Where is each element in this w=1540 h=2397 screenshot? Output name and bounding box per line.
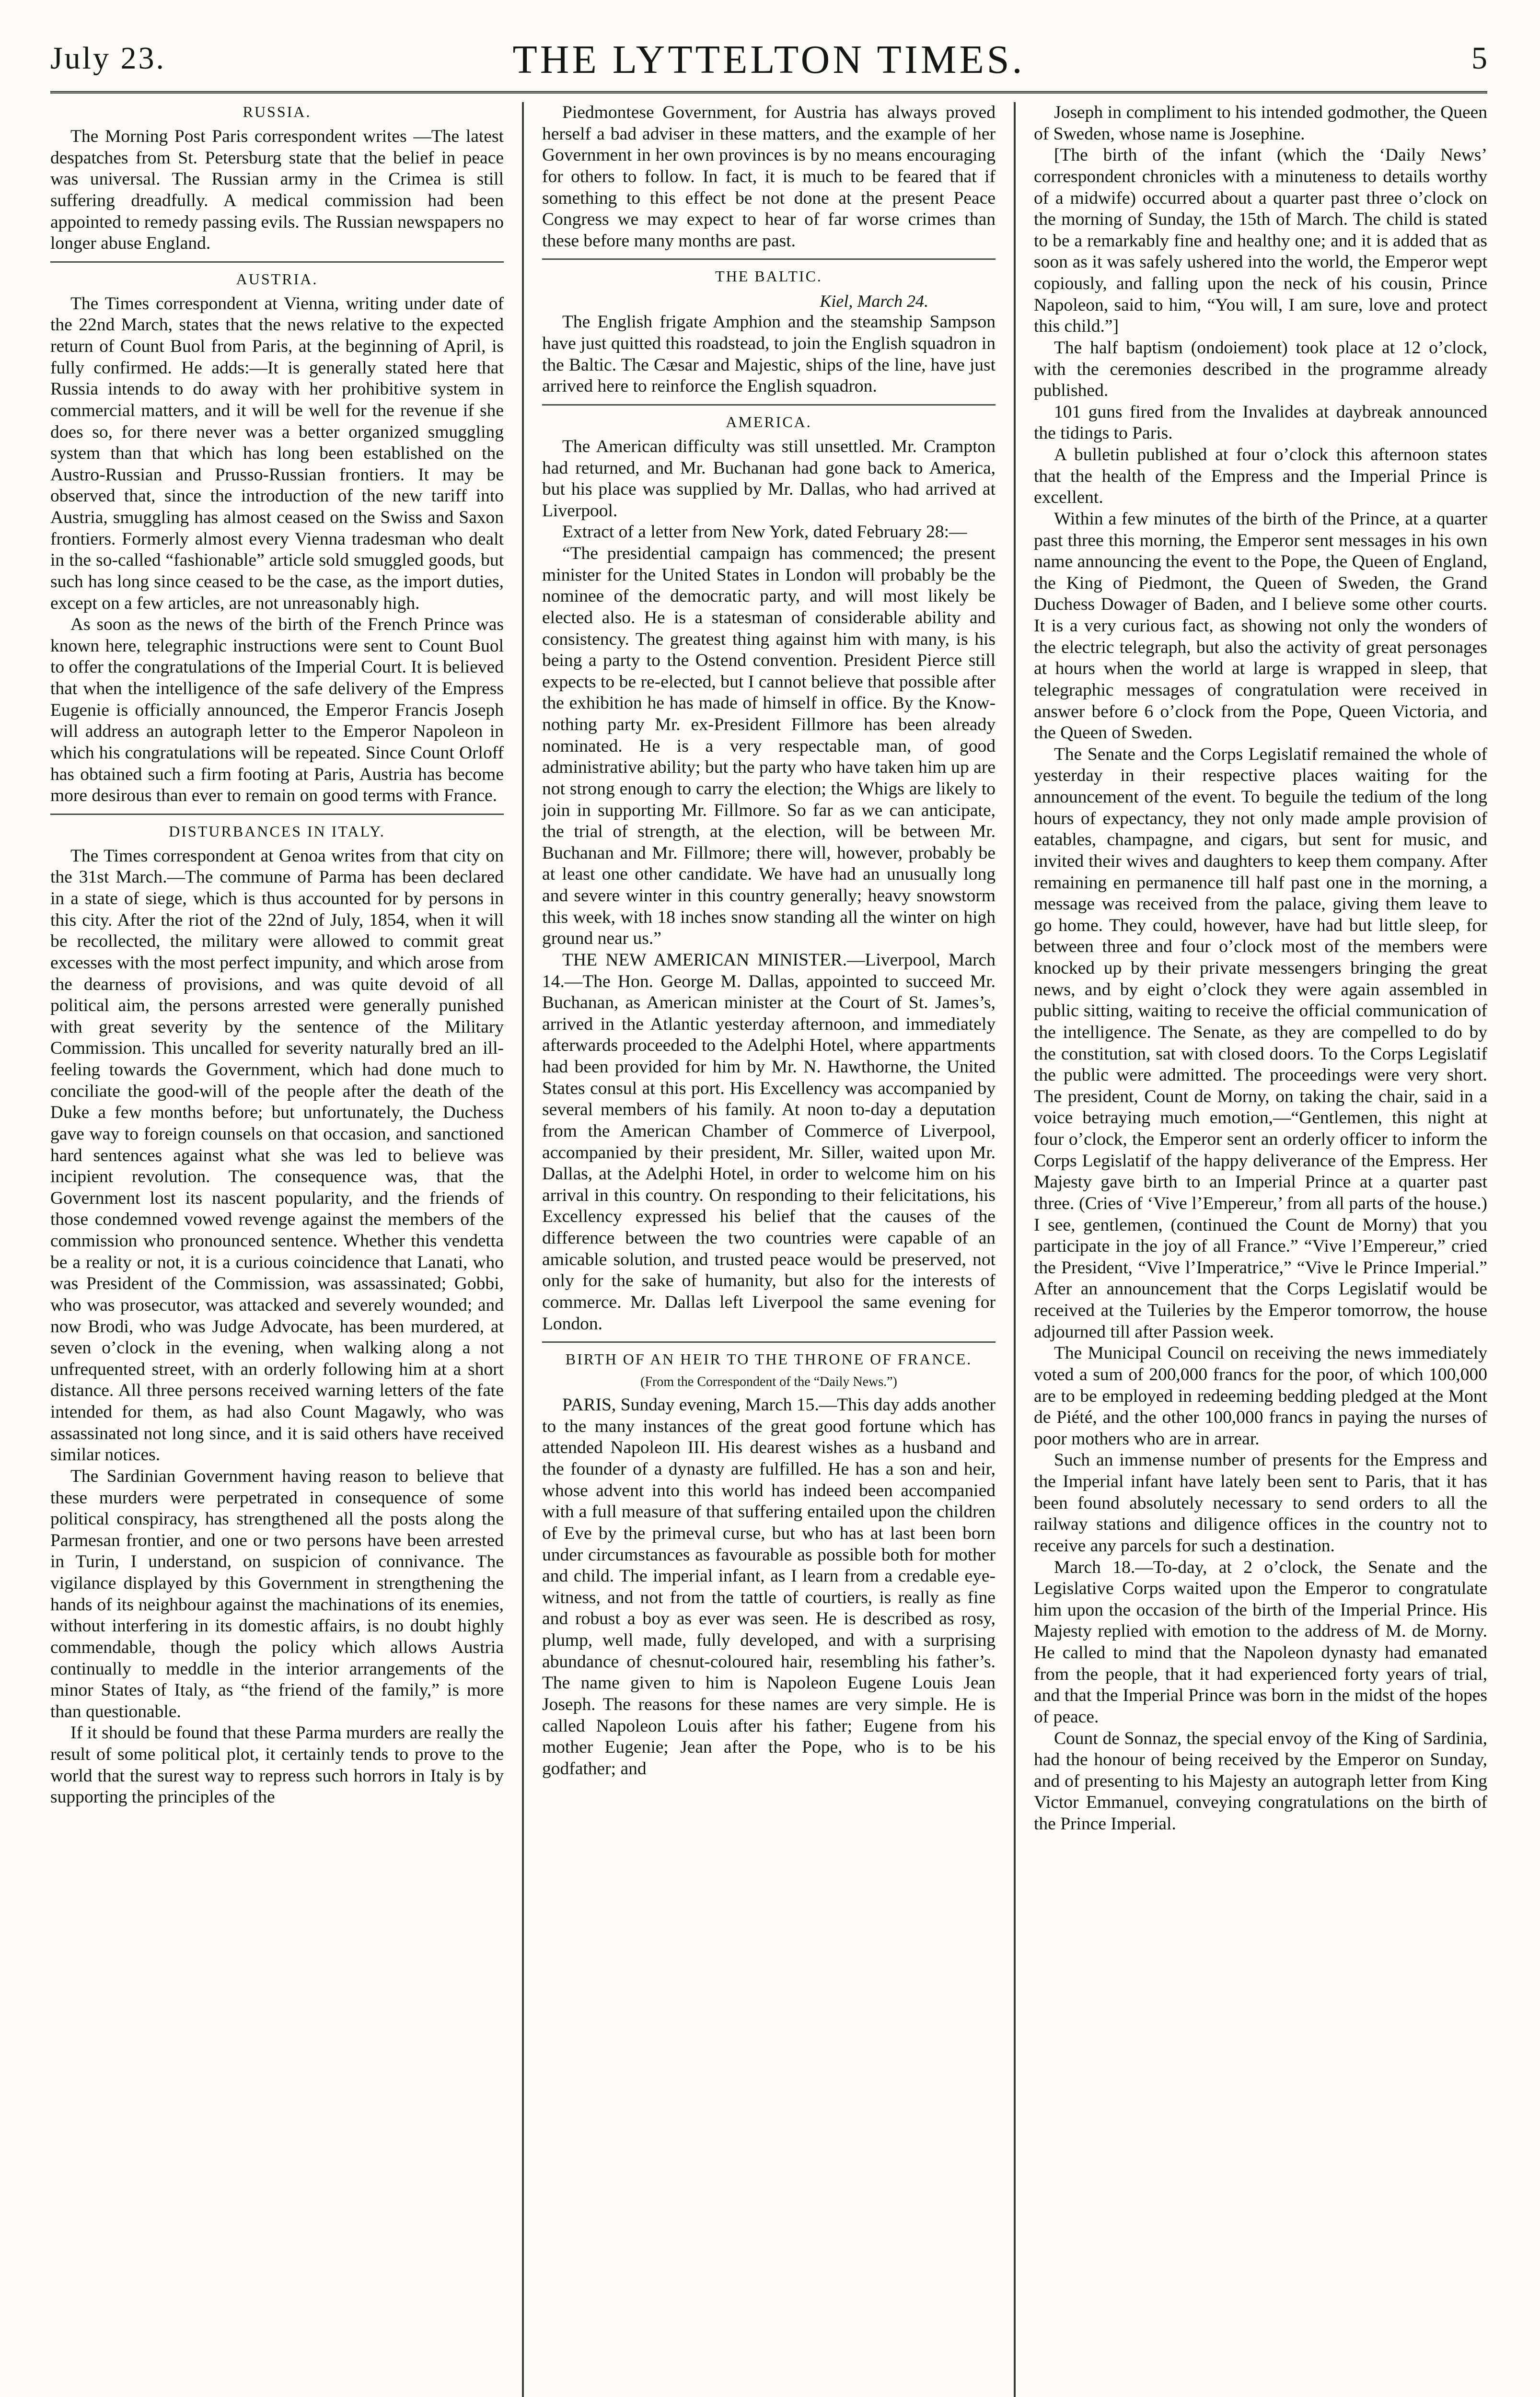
paragraph: Piedmontese Government, for Austria has always proved herself a bad adviser in these matters, and the example of her Government in her own provinces is by no means encouraging for others to follow. In fact, it is much to be feared that if something to this effect be not done at the present Peace Congress we may expect to hear of far worse crimes than these before many months are past. bbox=[542, 103, 996, 251]
paragraph: 101 guns fired from the Invalides at daybreak announced the tidings to Paris. bbox=[1034, 402, 1487, 443]
paragraph: As soon as the news of the birth of the French Prince was known here, telegraphic instructions were sent to Count Buol to offer the congratulations of the Imperial Court. It is believed that when the intelligence of the safe delivery of the Empress Eugenie is officially announced, the Emperor Francis Joseph will address an autograph letter to the Emperor Napoleon in which his congratulations will be repeated. Since Count Orloff has obtained such a firm footing at Paris, Austria has become more desirous than ever to remain on good terms with France. bbox=[50, 615, 504, 806]
paragraph: The Sardinian Government having reason to believe that these murders were perpetrated in consequence of some political conspiracy, has strengthened all the posts along the Parmesan frontier, and one or two persons have been arrested in Turin, I understand, on suspicion of connivance. The vigilance displayed by this Government in strengthening the hands of its neighbour against the machinations of its enemies, without interfering in its domestic affairs, is no doubt highly commendable, though the policy which allows Austria continually to meddle in the interior arrangements of the minor States of Italy, as “the friend of the family,” is more than questionable. bbox=[50, 1466, 504, 1722]
paragraph: THE NEW AMERICAN MINISTER.—Liverpool, March 14.—The Hon. George M. Dallas, appointed to succeed Mr. Buchanan, as American minister at the Court of St. James’s, arrived in the Atlantic yesterday afternoon, and immediately afterwards proceeded to the Adelphi Hotel, where appartments had been provided for him by Mr. N. Hawthorne, the United States consul at this port. His Excellency was accompanied by several members of his family. At noon to-day a deputation from the American Chamber of Commerce of Liverpool, accompanied by their president, Mr. Siller, waited upon Mr. Dallas, at the Adelphi Hotel, in order to welcome him on his arrival in this country. On responding to their felicitations, his Excellency expressed his belief that the causes of the difference between the two countries were capable of an amicable solution, and trusted peace would be preserved, not only for the sake of humanity, but also for the interests of commerce. Mr. Dallas left Liverpool the same evening for London. bbox=[542, 950, 996, 1334]
article-section bbox=[542, 404, 996, 1335]
column-1 bbox=[50, 102, 522, 2397]
paragraph: Such an immense number of presents for the Empress and the Imperial infant have lately been sent to Paris, that it has been found absolutely necessary to send orders to all the railway stations and diligence offices in the country not to receive any parcels for such a destination. bbox=[1034, 1450, 1487, 1556]
paragraph: [The birth of the infant (which the ‘Daily News’ correspondent chronicles with a minuteness to details worthy of a midwife) occurred about a quarter past three o’clock on the morning of Sunday, the 15th of March. The child is stated to be a remarkably fine and healthy one; and it is added that as soon as it was safely ushered into the world, the Emperor wept copiously, and falling upon the neck of his cousin, Prince Napoleon, said to him, “You will, I am sure, love and protect this child.”] bbox=[1034, 145, 1487, 337]
section-heading: BIRTH OF AN HEIR TO THE THRONE OF FRANCE. bbox=[565, 1350, 973, 1368]
section-heading: THE BALTIC. bbox=[715, 268, 822, 285]
article-section bbox=[50, 102, 504, 255]
paragraph: The English frigate Amphion and the steamship Sampson have just quitted this roadstead, to join the English squadron in the Baltic. The Cæsar and Majestic, ships of the line, have just arrived here to reinforce the English squadron. bbox=[542, 312, 996, 396]
dateline: Kiel, March 24. bbox=[820, 291, 928, 311]
paragraph: March 18.—To-day, at 2 o’clock, the Senate and the Legislative Corps waited upon the Emperor to congratulate him upon the occasion of the birth of the Imperial Prince. His Majesty replied with emotion to the address of M. de Morny. He called to mind that the Napoleon dynasty had emanated from the people, that it had experienced forty years of trial, and that the Imperial Prince was born in the midst of the hopes of peace. bbox=[1034, 1557, 1487, 1727]
paragraph: Count de Sonnaz, the special envoy of the King of Sardinia, had the honour of being received by the Emperor on Sunday, and of presenting to his Majesty an autograph letter from King Victor Emmanuel, conveying congratulations on the birth of the Prince Imperial. bbox=[1034, 1728, 1487, 1834]
section-heading: AUSTRIA. bbox=[236, 270, 318, 288]
paragraph: The Morning Post Paris correspondent writes —The latest despatches from St. Petersburg state that the belief in peace was universal. The Russian army in the Crimea is still suffering dreadfully. A medical commission had been appointed to remedy passing evils. The Russian newspapers no longer abuse England. bbox=[50, 127, 504, 254]
article-section bbox=[50, 261, 504, 807]
section-heading: DISTURBANCES IN ITALY. bbox=[169, 822, 385, 840]
section-subheading: (From the Correspondent of the “Daily News.”) bbox=[640, 1374, 897, 1390]
paragraph: Extract of a letter from New York, dated February 28:— bbox=[562, 522, 967, 542]
section-heading: RUSSIA. bbox=[243, 103, 312, 120]
paragraph: The Senate and the Corps Legislatif remained the whole of yesterday in their respective places waiting for the announcement of the event. To beguile the tedium of the long hours of expectancy, they not only made ample provision of eatables, champagne, and cigars, but sent for music, and invited their wives and daughters to keep them company. After remaining en permanence till half past one in the morning, a message was received from the palace, giving them leave to go home. They could, however, have had but little sleep, for between three and four o’clock most of the members were knocked up by their private messengers bringing the great news, and by eight o’clock they were again assembled in public sitting, waiting to receive the official communication of the intelligence. The Senate, as they are compelled to do by the constitution, sat with closed doors. To the Corps Legislatif the public were admitted. The proceedings were very short. The president, Count de Morny, on taking the chair, said in a voice betraying much emotion,—“Gentlemen, this night at four o’clock, the Emperor sent an orderly officer to inform the Corps Legislatif of the happy deliverance of the Empress. Her Majesty gave birth to an Imperial Prince at a quarter past three. (Cries of ‘Vive l’Empereur,’ from all parts of the house.) I see, gentlemen, (continued the Count de Morny) that you participate in the joy of all France.” “Vive l’Empereur,” cried the President, “Vive l’Imperatrice,” “Vive le Prince Imperial.” After an announcement that the Corps Legislatif would be received at the Tuileries by the Emperor tomorrow, the house adjourned till after Passion week. bbox=[1034, 744, 1487, 1342]
paragraph: Joseph in compliment to his intended godmother, the Queen of Sweden, whose name is Josephine. bbox=[1034, 103, 1487, 144]
newspaper-title: THE LYTTELTON TIMES. bbox=[512, 37, 1025, 82]
column-2 bbox=[522, 102, 1014, 2397]
paragraph: The Times correspondent at Vienna, writing under date of the 22nd March, states that the news relative to the expected return of Count Buol from Paris, at the beginning of April, is fully confirmed. He adds:—It is generally stated here that Russia intends to do away with her prohibitive system in commercial matters, and it will be well for the revenue if she does so, for there never was a better organized smuggling system than that which has long been established on the Austro-Russian and Prusso-Russian frontiers. It may be observed that, since the introduction of the new tariff into Austria, smuggling has almost ceased on the Swiss and Saxon frontiers. Formerly almost every Vienna tradesman who dealt in the so-called “fashionable” article sold smuggled goods, but such has long since ceased to be the case, as the import duties, except on a few articles, are not unreasonably high. bbox=[50, 293, 504, 613]
paragraph: If it should be found that these Parma murders are really the result of some political plot, it certainly tends to prove to the world that the surest way to repress such horrors in Italy is by supporting the principles of the bbox=[50, 1723, 504, 1807]
paragraph: “The presidential campaign has commenced; the present minister for the United States in London will probably be the nominee of the democratic party, and will most likely be elected also. He is a statesman of considerable ability and consistency. The greatest thing against him with many, is his being a party to the Ostend convention. President Pierce still expects to be re-elected, but I cannot believe that possible after the exhibition he has made of himself in office. By the Know-nothing party Mr. ex-President Fillmore has been already nominated. He is a very respectable man, of good administrative ability; but the party who have taken him up are not strong enough to carry the election; the Whigs are likely to join in supporting Mr. Fillmore. So far as we can anticipate, the trial of strength, at the election, will be between Mr. Buchanan and Mr. Fillmore; there will, however, probably be at least one other candidate. We have had an unusually long and severe winter in this country generally; heavy snowstorm this week, with 18 inches snow standing all the winter on high ground near us.” bbox=[542, 544, 996, 949]
paragraph: The American difficulty was still unsettled. Mr. Crampton had returned, and Mr. Buchanan had gone back to America, but his place was supplied by Mr. Dallas, who had arrived at Liverpool. bbox=[542, 436, 996, 521]
article-section bbox=[1034, 102, 1487, 1835]
column-3 bbox=[1014, 102, 1487, 2397]
masthead bbox=[50, 34, 1487, 93]
issue-date: July 23. bbox=[50, 41, 166, 76]
article-section bbox=[542, 1341, 996, 1780]
paragraph: The Times correspondent at Genoa writes from that city on the 31st March.—The commune of Parma has been declared in a state of siege, which is thus accounted for by persons in this city. After the riot of the 22nd of July, 1854, when it will be recollected, the military were allowed to commit great excesses with the most perfect impunity, and which arose from the dearness of provisions, and was quite devoid of all political aim, the persons arrested were generally punished with great severity by the sentence of the Military Commission. This uncalled for severity naturally bred an ill-feeling towards the Government, which had done much to conciliate the good-will of the people after the death of the Duke a few months before; but unfortunately, the Duchess gave way to foreign counsels on that occasion, and sanctioned hard sentences against what she was led to believe was incipient revolution. The consequence was, that the Government lost its nascent popularity, and the friends of those condemned vowed revenge against the members of the commission who pronounced sentence. Whether this vendetta be a reality or not, it is a curious coincidence that Lanati, who was President of the Commission, was assassinated; Gobbi, who was prosecutor, was attacked and severely wounded; and now Brodi, who was Judge Advocate, has been murdered, at seven o’clock in the evening, when walking along a not unfrequented street, with an orderly following him at a short distance. All three persons received warning letters of the fate intended for them, as had also Count Magawly, who was assassinated not long since, and it is said others have received similar notices. bbox=[50, 846, 504, 1465]
paragraph: The Municipal Council on receiving the news immediately voted a sum of 200,000 francs for the poor, of which 100,000 are to be employed in redeeming bedding pledged at the Mont de Piété, and the other 100,000 francs in paying the nurses of poor mothers who are in arrear. bbox=[1034, 1343, 1487, 1449]
paragraph: PARIS, Sunday evening, March 15.—This day adds another to the many instances of the great good fortune which has attended Napoleon III. His dearest wishes as a husband and the founder of a dynasty are fulfilled. He has a son and heir, whose advent into this world has indeed been accompanied with a full measure of that suffering entailed upon the children of Eve by the primeval curse, but who has at last been born under circumstances as favourable as possible both for mother and child. The imperial infant, as I learn from a credable eye-witness, and not from the tattle of courtiers, is really as fine and robust a boy as ever was seen. He is described as rosy, plump, well made, fully developed, and with a surprising abundance of chesnut-coloured hair, resembling his father’s. The name given to him is Napoleon Eugene Louis Jean Joseph. The reasons for these names are very simple. He is called Napoleon Louis after his father; Eugene from his mother Eugenie; Jean after the Pope, who is to be his godfather; and bbox=[542, 1395, 996, 1779]
section-heading: AMERICA. bbox=[726, 413, 812, 431]
paragraph: A bulletin published at four o’clock this afternoon states that the health of the Empress and the Imperial Prince is excellent. bbox=[1034, 445, 1487, 508]
paragraph: The half baptism (ondoiement) took place at 12 o’clock, with the ceremonies described in the programme already published. bbox=[1034, 337, 1487, 401]
article-section bbox=[542, 258, 996, 397]
page-number: 5 bbox=[1471, 41, 1487, 76]
article-section bbox=[542, 102, 996, 252]
article-section bbox=[50, 814, 504, 1808]
paragraph: Within a few minutes of the birth of the Prince, at a quarter past three this morning, the Emperor sent messages in his own name announcing the event to the Pope, the Queen of England, the King of Piedmont, the Queen of Sweden, the Grand Duchess Dowager of Baden, and I believe some other courts. It is a very curious fact, as showing not only the wonders of the electric telegraph, but also the activity of great personages at hours when the world at large is wrapped in sleep, that telegraphic messages of congratulation were received in answer before 6 o’clock from the Pope, Queen Victoria, and the Queen of Sweden. bbox=[1034, 509, 1487, 743]
article-columns bbox=[50, 102, 1487, 2397]
